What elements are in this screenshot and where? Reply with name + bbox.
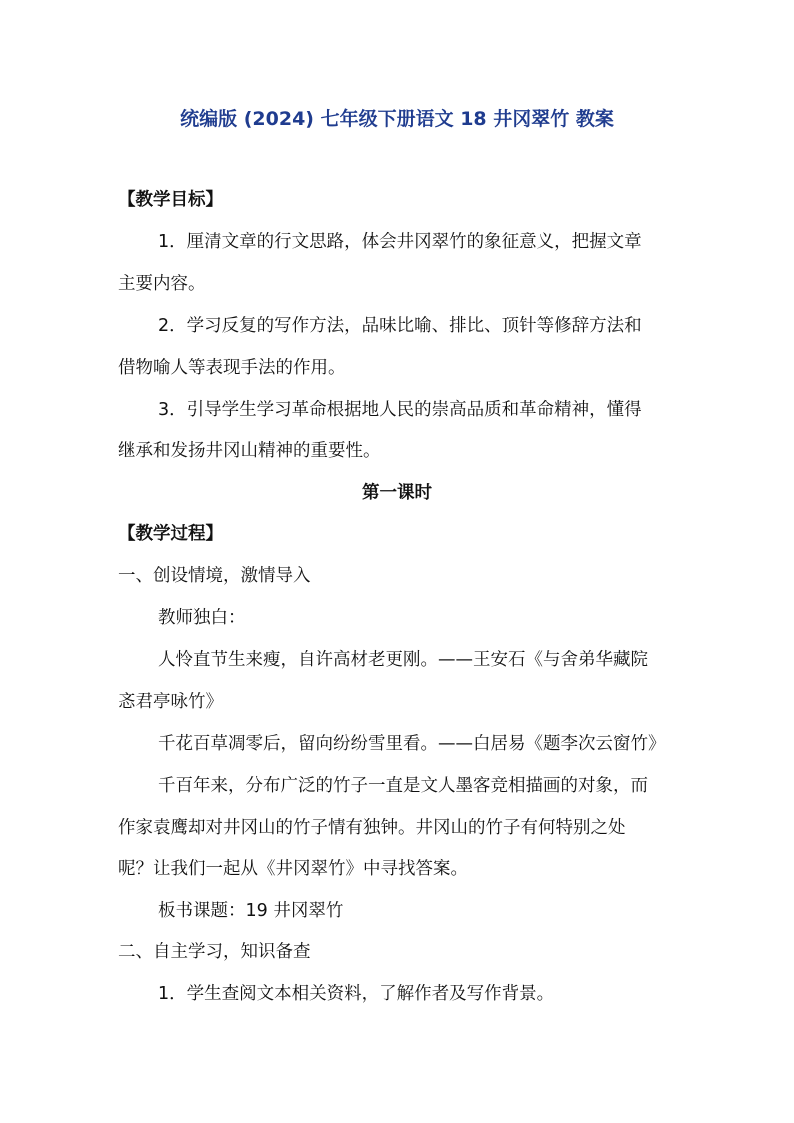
lesson-heading: 第一课时 (362, 483, 432, 503)
teaching-goals-heading: 【教学目标】 (118, 190, 223, 210)
intro-paragraph-line-2: 作家袁鹰却对井冈山的竹子情有独钟。井冈山的竹子有何特别之处 (118, 818, 626, 838)
intro-paragraph-line-1: 千百年来，分布广泛的竹子一直是文人墨客竞相描画的对象，而 (158, 776, 648, 796)
goal-3-line-2: 继承和发扬井冈山精神的重要性。 (118, 441, 381, 461)
goal-1-line-1: 1．厘清文章的行文思路，体会井冈翠竹的象征意义，把握文章 (158, 232, 642, 252)
section-2-item-1: 1．学生查阅文本相关资料，了解作者及写作背景。 (158, 984, 555, 1004)
teacher-monologue-label: 教师独白： (158, 608, 246, 628)
board-title: 板书课题：19 井冈翠竹 (158, 901, 344, 921)
goal-1-line-2: 主要内容。 (118, 274, 206, 294)
goal-2-line-1: 2．学习反复的写作方法，品味比喻、排比、顶针等修辞方法和 (158, 316, 642, 336)
quote-1-line-1: 人怜直节生来瘦，自许高材老更刚。——王安石《与舍弟华藏院 (158, 650, 648, 670)
section-1-heading: 一、创设情境，激情导入 (118, 566, 311, 586)
document-title: 统编版 (2024) 七年级下册语文 18 井冈翠竹 教案 (180, 108, 614, 130)
goal-3-line-1: 3．引导学生学习革命根据地人民的崇高品质和革命精神，懂得 (158, 400, 642, 420)
quote-2: 千花百草凋零后，留向纷纷雪里看。——白居易《题李次云窗竹》 (158, 734, 666, 754)
quote-1-line-2: 忞君亭咏竹》 (118, 692, 223, 712)
teaching-process-heading: 【教学过程】 (118, 524, 223, 544)
intro-paragraph-line-3: 呢？让我们一起从《井冈翠竹》中寻找答案。 (118, 859, 468, 879)
section-2-heading: 二、自主学习，知识备查 (118, 942, 311, 962)
goal-2-line-2: 借物喻人等表现手法的作用。 (118, 358, 346, 378)
